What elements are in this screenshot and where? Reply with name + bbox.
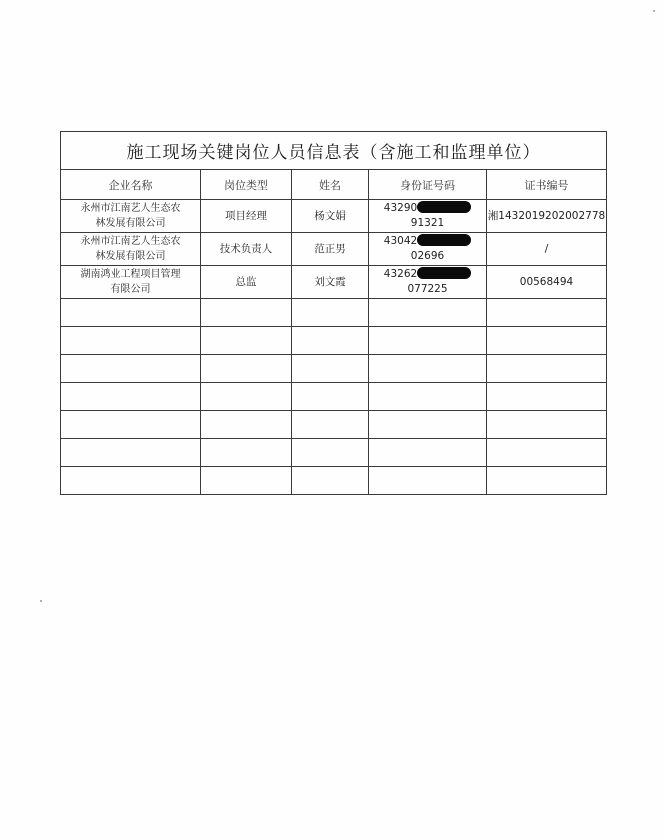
id-number-cell — [369, 266, 487, 299]
position-cell: 项目经理 — [201, 200, 292, 233]
empty-cell — [201, 355, 292, 383]
empty-cell — [369, 411, 487, 439]
empty-cell — [487, 355, 607, 383]
company-line: 湖南鸿业工程项目管理 — [80, 269, 181, 280]
company-line: 有限公司 — [110, 284, 151, 295]
empty-cell — [292, 383, 369, 411]
table-row — [61, 200, 607, 233]
name-cell: 范正男 — [292, 233, 369, 266]
title-row — [61, 132, 607, 170]
header-name: 姓名 — [292, 170, 369, 200]
company-cell — [61, 200, 201, 233]
company-line: 永州市江南艺人生态农 — [80, 203, 181, 214]
empty-cell — [487, 411, 607, 439]
table-row — [61, 233, 607, 266]
scan-speck — [40, 600, 42, 602]
empty-cell — [201, 327, 292, 355]
empty-cell — [487, 439, 607, 467]
empty-cell — [487, 383, 607, 411]
empty-cell — [487, 327, 607, 355]
empty-cell — [61, 355, 201, 383]
header-row — [61, 170, 607, 200]
scan-speck — [653, 10, 655, 12]
header-id-number: 身份证号码 — [369, 170, 487, 200]
empty-row — [61, 411, 607, 439]
empty-row — [61, 327, 607, 355]
empty-cell — [201, 467, 292, 495]
empty-cell — [369, 467, 487, 495]
empty-cell — [292, 299, 369, 327]
empty-row — [61, 467, 607, 495]
redaction-mark — [417, 267, 471, 279]
empty-cell — [201, 383, 292, 411]
company-line: 林发展有限公司 — [95, 218, 166, 229]
company-line: 林发展有限公司 — [95, 251, 166, 262]
header-position: 岗位类型 — [201, 170, 292, 200]
empty-cell — [61, 299, 201, 327]
company-cell — [61, 266, 201, 299]
empty-cell — [61, 467, 201, 495]
id-suffix: 077225 — [407, 283, 448, 295]
empty-row — [61, 439, 607, 467]
company-cell — [61, 233, 201, 266]
header-company: 企业名称 — [61, 170, 201, 200]
empty-cell — [201, 299, 292, 327]
id-suffix: 91321 — [410, 217, 445, 229]
empty-cell — [292, 411, 369, 439]
redaction-mark — [417, 234, 471, 246]
empty-cell — [61, 411, 201, 439]
empty-cell — [292, 439, 369, 467]
empty-cell — [369, 355, 487, 383]
empty-cell — [201, 411, 292, 439]
table-title: 施工现场关键岗位人员信息表（含施工和监理单位） — [61, 132, 607, 170]
id-prefix: 43042 — [383, 235, 418, 247]
empty-cell — [292, 467, 369, 495]
personnel-info-table — [60, 131, 607, 495]
empty-cell — [292, 355, 369, 383]
empty-cell — [487, 299, 607, 327]
header-certificate: 证书编号 — [487, 170, 607, 200]
id-prefix: 43290 — [383, 202, 418, 214]
name-cell: 杨文娟 — [292, 200, 369, 233]
empty-cell — [369, 299, 487, 327]
table-row — [61, 266, 607, 299]
company-line: 永州市江南艺人生态农 — [80, 236, 181, 247]
empty-cell — [369, 383, 487, 411]
position-cell: 总监 — [201, 266, 292, 299]
id-number-cell — [369, 200, 487, 233]
empty-row — [61, 383, 607, 411]
empty-cell — [61, 327, 201, 355]
empty-row — [61, 355, 607, 383]
position-cell: 技术负责人 — [201, 233, 292, 266]
empty-cell — [292, 327, 369, 355]
redaction-mark — [417, 201, 471, 213]
id-suffix: 02696 — [410, 250, 445, 262]
empty-cell — [369, 439, 487, 467]
id-number-cell — [369, 233, 487, 266]
empty-cell — [369, 327, 487, 355]
empty-cell — [487, 467, 607, 495]
id-prefix: 43262 — [383, 268, 418, 280]
empty-cell — [201, 439, 292, 467]
certificate-cell: 00568494 — [487, 266, 607, 299]
name-cell: 刘文霞 — [292, 266, 369, 299]
empty-cell — [61, 439, 201, 467]
empty-row — [61, 299, 607, 327]
certificate-cell: 湘1432019202002778 — [487, 200, 607, 233]
certificate-cell: / — [487, 233, 607, 266]
empty-cell — [61, 383, 201, 411]
